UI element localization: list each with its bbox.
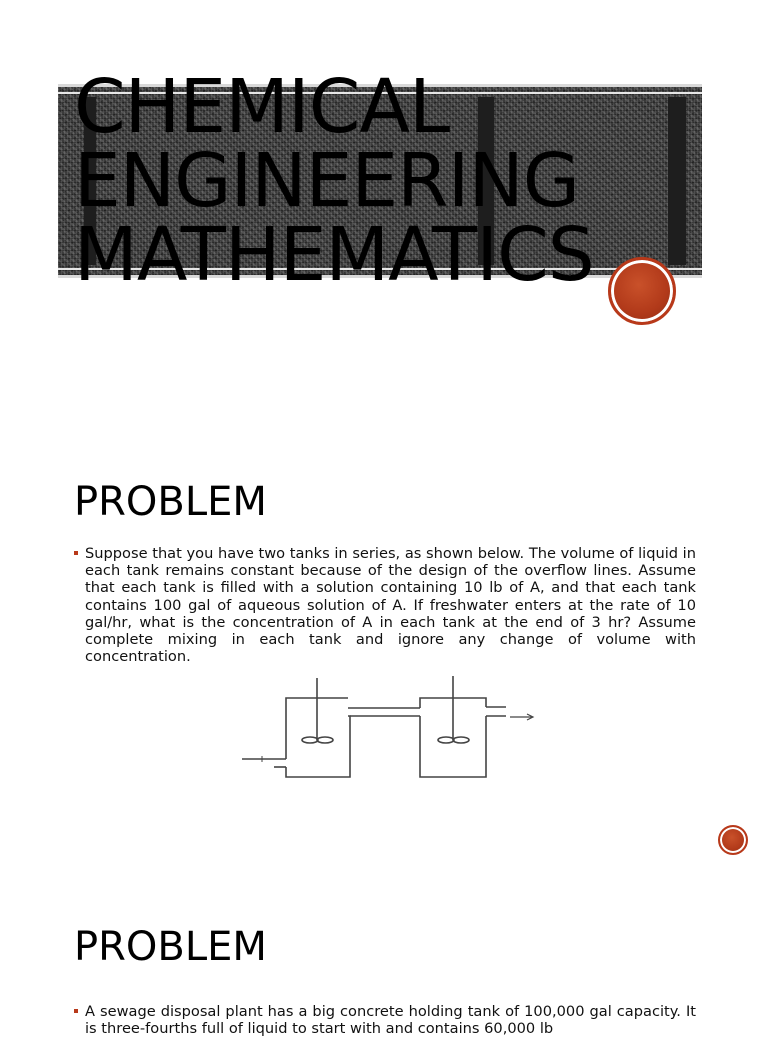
decorative-circle-icon <box>718 825 748 855</box>
bullet-marker-icon <box>74 1009 78 1013</box>
problem-heading: PROBLEM <box>74 479 267 525</box>
title-line-1: CHEMICAL <box>74 64 450 150</box>
problem-bullet <box>74 545 696 665</box>
presentation-title <box>74 64 694 298</box>
problem-heading: PROBLEM <box>74 924 267 970</box>
bullet-marker-icon <box>74 551 78 555</box>
problem-text: A sewage disposal plant has a big concrete holding tank of 100,000 gal capacity. It is three-fourths full of liquid to start with and contains 60,000 lb <box>85 1003 696 1037</box>
two-tanks-in-series-diagram <box>238 672 538 782</box>
agitator-2-blade-icon <box>453 737 469 743</box>
problem-text: Suppose that you have two tanks in series, as shown below. The volume of liquid in each tank remains constant because of the design of the overflow lines. Assume that each tank is filled with a solution containing 10 lb of A, and that each tank contains 100 gal of aqueous solution of A. If freshwater enters at the rate of 10 gal/hr, what is the concentration of A in each tank at the end of 3 hr? Assume complete mixing in each tank and ignore any change of volume with concentration. <box>85 545 696 666</box>
tank-1-body <box>286 716 350 777</box>
problem-bullet <box>74 1003 696 1037</box>
decorative-circle-icon <box>608 257 676 325</box>
agitator-1-blade-icon <box>302 737 318 743</box>
agitator-2-blade-icon <box>438 737 454 743</box>
title-line-3: MATHEMATICS <box>74 212 594 298</box>
title-line-2: ENGINEERING <box>74 138 580 224</box>
agitator-1-blade-icon <box>317 737 333 743</box>
